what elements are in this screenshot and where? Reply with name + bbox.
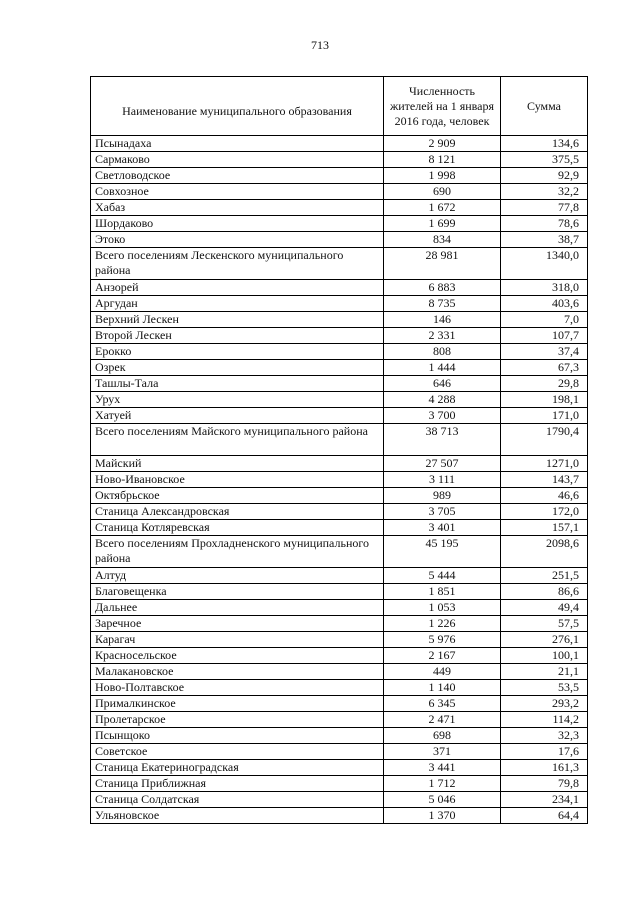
- cell-population: 8 735: [384, 296, 501, 312]
- table-row: [91, 632, 588, 648]
- cell-name: Второй Лескен: [91, 328, 384, 344]
- cell-name: Хатуей: [91, 408, 384, 424]
- cell-population: 4 288: [384, 392, 501, 408]
- table-row: [91, 200, 588, 216]
- cell-name: Сармаково: [91, 152, 384, 168]
- cell-name: Станица Приближная: [91, 776, 384, 792]
- cell-name: Псынадаха: [91, 136, 384, 152]
- table-row: [91, 760, 588, 776]
- cell-population: 3 441: [384, 760, 501, 776]
- cell-population: 1 851: [384, 584, 501, 600]
- cell-name: Алтуд: [91, 568, 384, 584]
- table-row: [91, 744, 588, 760]
- cell-population: 1 444: [384, 360, 501, 376]
- cell-population: 27 507: [384, 456, 501, 472]
- cell-name: Ново-Ивановское: [91, 472, 384, 488]
- cell-sum: 1340,0: [501, 248, 588, 280]
- cell-name: Совхозное: [91, 184, 384, 200]
- cell-name: Прималкинское: [91, 696, 384, 712]
- cell-name: Этоко: [91, 232, 384, 248]
- cell-sum: 114,2: [501, 712, 588, 728]
- cell-name: Станица Александровская: [91, 504, 384, 520]
- cell-population: 646: [384, 376, 501, 392]
- table-row-total: [91, 536, 588, 568]
- cell-name: Всего поселениям Лескенского муниципального района: [91, 248, 384, 280]
- cell-name: Октябрьское: [91, 488, 384, 504]
- table-row: [91, 328, 588, 344]
- cell-name: Станица Солдатская: [91, 792, 384, 808]
- table-row: [91, 152, 588, 168]
- cell-sum: 134,6: [501, 136, 588, 152]
- cell-sum: 7,0: [501, 312, 588, 328]
- table-row: [91, 808, 588, 824]
- cell-population: 45 195: [384, 536, 501, 568]
- cell-sum: 92,9: [501, 168, 588, 184]
- cell-population: 5 976: [384, 632, 501, 648]
- cell-population: 1 370: [384, 808, 501, 824]
- cell-population: 3 401: [384, 520, 501, 536]
- cell-population: 28 981: [384, 248, 501, 280]
- cell-population: 1 699: [384, 216, 501, 232]
- cell-population: 2 167: [384, 648, 501, 664]
- cell-sum: 64,4: [501, 808, 588, 824]
- table-body: [91, 136, 588, 824]
- cell-population: 1 672: [384, 200, 501, 216]
- cell-population: 449: [384, 664, 501, 680]
- cell-name: Всего поселениям Прохладненского муниципального района: [91, 536, 384, 568]
- table-row: [91, 312, 588, 328]
- table-row: [91, 792, 588, 808]
- cell-sum: 86,6: [501, 584, 588, 600]
- cell-name: Аргудан: [91, 296, 384, 312]
- cell-name: Заречное: [91, 616, 384, 632]
- cell-name: Советское: [91, 744, 384, 760]
- cell-population: 5 046: [384, 792, 501, 808]
- table-row: [91, 376, 588, 392]
- table-row: [91, 504, 588, 520]
- cell-population: 834: [384, 232, 501, 248]
- cell-sum: 29,8: [501, 376, 588, 392]
- cell-sum: 100,1: [501, 648, 588, 664]
- cell-sum: 78,6: [501, 216, 588, 232]
- cell-sum: 57,5: [501, 616, 588, 632]
- cell-sum: 1271,0: [501, 456, 588, 472]
- cell-name: Хабаз: [91, 200, 384, 216]
- municipal-table: [90, 76, 588, 824]
- cell-population: 1 053: [384, 600, 501, 616]
- cell-population: 808: [384, 344, 501, 360]
- header-population: Численность жителей на 1 января 2016 года, человек: [384, 77, 501, 136]
- table-row: [91, 280, 588, 296]
- table-row: [91, 392, 588, 408]
- table-row: [91, 648, 588, 664]
- table-row: [91, 600, 588, 616]
- cell-population: 2 909: [384, 136, 501, 152]
- cell-population: 2 471: [384, 712, 501, 728]
- cell-sum: 1790,4: [501, 424, 588, 456]
- cell-name: Верхний Лескен: [91, 312, 384, 328]
- cell-sum: 46,6: [501, 488, 588, 504]
- cell-sum: 375,5: [501, 152, 588, 168]
- cell-population: 6 883: [384, 280, 501, 296]
- cell-sum: 234,1: [501, 792, 588, 808]
- cell-population: 38 713: [384, 424, 501, 456]
- cell-population: 1 712: [384, 776, 501, 792]
- cell-sum: 21,1: [501, 664, 588, 680]
- cell-population: 698: [384, 728, 501, 744]
- cell-name: Озрек: [91, 360, 384, 376]
- table-row: [91, 568, 588, 584]
- table-row: [91, 136, 588, 152]
- cell-name: Ново-Полтавское: [91, 680, 384, 696]
- table-row: [91, 664, 588, 680]
- table-row-total: [91, 424, 588, 456]
- cell-name: Красносельское: [91, 648, 384, 664]
- table-row: [91, 584, 588, 600]
- cell-population: 5 444: [384, 568, 501, 584]
- cell-population: 690: [384, 184, 501, 200]
- cell-population: 146: [384, 312, 501, 328]
- cell-sum: 157,1: [501, 520, 588, 536]
- cell-sum: 318,0: [501, 280, 588, 296]
- cell-sum: 251,5: [501, 568, 588, 584]
- header-sum: Сумма: [501, 77, 588, 136]
- cell-population: 3 111: [384, 472, 501, 488]
- page-number: 713: [311, 38, 329, 52]
- cell-sum: 198,1: [501, 392, 588, 408]
- table-row: [91, 696, 588, 712]
- cell-name: Дальнее: [91, 600, 384, 616]
- cell-sum: 53,5: [501, 680, 588, 696]
- table-header: [91, 77, 588, 136]
- cell-sum: 32,2: [501, 184, 588, 200]
- cell-population: 8 121: [384, 152, 501, 168]
- cell-name: Светловодское: [91, 168, 384, 184]
- cell-name: Ерокко: [91, 344, 384, 360]
- cell-sum: 143,7: [501, 472, 588, 488]
- cell-name: Пролетарское: [91, 712, 384, 728]
- cell-name: Станица Котляревская: [91, 520, 384, 536]
- cell-name: Ульяновское: [91, 808, 384, 824]
- table-row: [91, 712, 588, 728]
- table-row: [91, 776, 588, 792]
- cell-name: Анзорей: [91, 280, 384, 296]
- cell-sum: 77,8: [501, 200, 588, 216]
- table-row: [91, 472, 588, 488]
- cell-population: 6 345: [384, 696, 501, 712]
- cell-sum: 293,2: [501, 696, 588, 712]
- cell-sum: 161,3: [501, 760, 588, 776]
- cell-sum: 37,4: [501, 344, 588, 360]
- table-row: [91, 488, 588, 504]
- table-row: [91, 408, 588, 424]
- cell-population: 3 705: [384, 504, 501, 520]
- table-row: [91, 456, 588, 472]
- table-row: [91, 216, 588, 232]
- table-row: [91, 616, 588, 632]
- cell-sum: 32,3: [501, 728, 588, 744]
- table-row: [91, 344, 588, 360]
- cell-population: 989: [384, 488, 501, 504]
- table-row: [91, 168, 588, 184]
- cell-name: Ташлы-Тала: [91, 376, 384, 392]
- cell-population: 371: [384, 744, 501, 760]
- cell-sum: 38,7: [501, 232, 588, 248]
- table-row: [91, 680, 588, 696]
- table-row: [91, 296, 588, 312]
- cell-population: 1 226: [384, 616, 501, 632]
- cell-population: 3 700: [384, 408, 501, 424]
- cell-sum: 49,4: [501, 600, 588, 616]
- cell-population: 1 140: [384, 680, 501, 696]
- table-row: [91, 520, 588, 536]
- cell-sum: 67,3: [501, 360, 588, 376]
- cell-sum: 79,8: [501, 776, 588, 792]
- cell-name: Станица Екатериноградская: [91, 760, 384, 776]
- cell-sum: 172,0: [501, 504, 588, 520]
- cell-name: Шордаково: [91, 216, 384, 232]
- cell-sum: 276,1: [501, 632, 588, 648]
- cell-sum: 171,0: [501, 408, 588, 424]
- cell-population: 2 331: [384, 328, 501, 344]
- cell-sum: 17,6: [501, 744, 588, 760]
- table-row: [91, 360, 588, 376]
- table-row: [91, 728, 588, 744]
- cell-name: Малакановское: [91, 664, 384, 680]
- cell-sum: 107,7: [501, 328, 588, 344]
- cell-name: Майский: [91, 456, 384, 472]
- cell-name: Благовещенка: [91, 584, 384, 600]
- cell-name: Псынщоко: [91, 728, 384, 744]
- table-row: [91, 232, 588, 248]
- cell-population: 1 998: [384, 168, 501, 184]
- cell-name: Карагач: [91, 632, 384, 648]
- table-row: [91, 184, 588, 200]
- cell-name: Всего поселениям Майского муниципального района: [91, 424, 384, 456]
- cell-name: Урух: [91, 392, 384, 408]
- cell-sum: 2098,6: [501, 536, 588, 568]
- table-row-total: [91, 248, 588, 280]
- header-name: Наименование муниципального образования: [91, 77, 384, 136]
- cell-sum: 403,6: [501, 296, 588, 312]
